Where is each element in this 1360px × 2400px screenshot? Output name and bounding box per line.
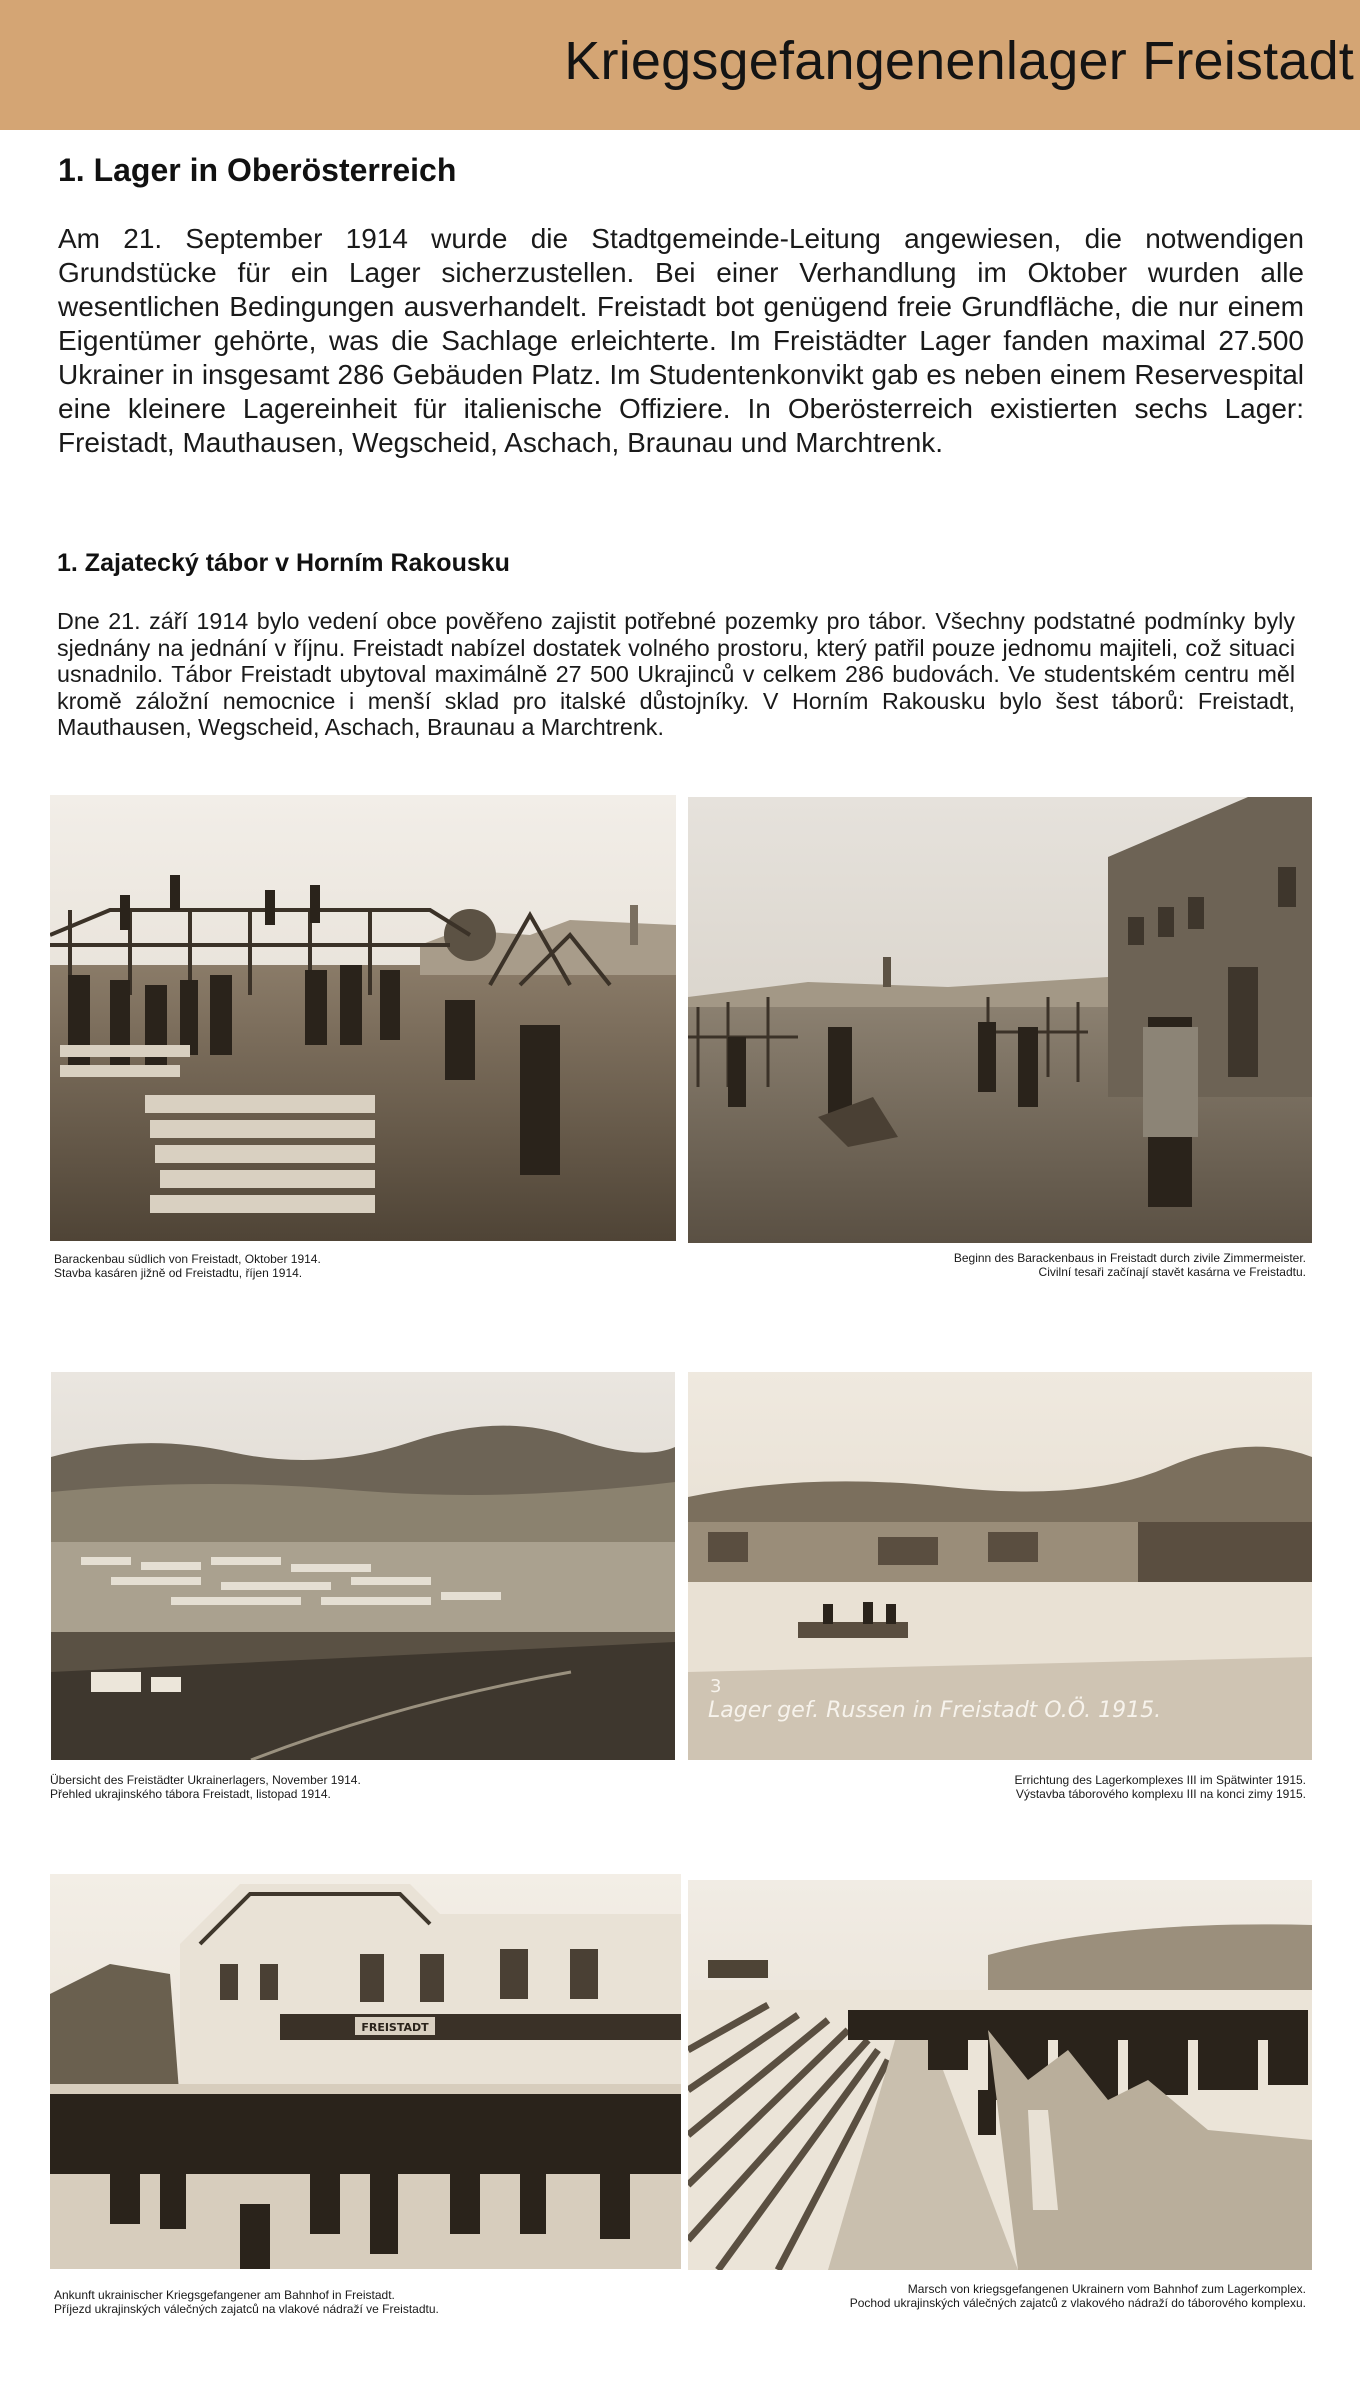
caption-czech: Stavba kasáren jižně od Freistadtu, říjen 1914.: [54, 1266, 303, 1280]
photo-caption-3: [50, 1773, 361, 1801]
page-title: Kriegsgefangenenlager Freistadt: [564, 31, 1354, 91]
photo-number: 3: [710, 1676, 722, 1697]
station-sign: FREISTADT: [361, 2021, 429, 2034]
section-body-german: Am 21. September 1914 wurde die Stadtgemeinde-Leitung angewiesen, die notwendigen Grundstücke für ein Lager sicherzustellen. Bei einer Verhandlung im Oktober wurden alle wesentlichen Bedingungen ausverhandelt. Freistadt bot genügend freie Grundfläche, die nur einem Eigentümer gehörte, was die Sachlage erleichterte. Im Freistädter Lager fanden maximal 27.500 Ukrainer in insgesamt 286 Gebäuden Platz. Im Studentenkonvikt gab es neben einem Reservespital eine kleinere Lagereinheit für italienische Offiziere. In Oberösterreich existierten sechs Lager: Freistadt, Mauthausen, Wegscheid, Aschach, Braunau und Marchtrenk.: [58, 223, 1304, 458]
caption-czech: Civilní tesaři začínají stavět kasárna ve Freistadtu.: [1038, 1265, 1306, 1279]
photo-caption-1: [54, 1252, 321, 1280]
section-heading-german: 1. Lager in Oberösterreich: [58, 152, 457, 188]
photo-carpenters-begin: [688, 797, 1312, 1243]
section-body-czech: Dne 21. září 1914 bylo vedení obce pověřeno zajistit potřebné pozemky pro tábor. Všechny podstatné podmínky byly sjednány na jednání v říjnu. Freistadt nabízel dostatek volného prostoru, který patřil pouze jednomu majiteli, což situaci usnadnilo. Tábor Freistadt ubytoval maximálně 27 500 Ukrajinců v celkem 286 budovách. Ve studentském centru měl kromě záložní nemocnice i menší sklad pro italské důstojníky. V Horním Rakousku bylo šest táborů: Freistadt, Mauthausen, Wegscheid, Aschach, Braunau a Marchtrenk.: [57, 608, 1295, 740]
caption-german: Ankunft ukrainischer Kriegsgefangener am Bahnhof in Freistadt.: [54, 2288, 395, 2302]
caption-german: Übersicht des Freistädter Ukrainerlagers, November 1914.: [50, 1773, 361, 1787]
photo-camp-overview: [51, 1372, 675, 1760]
photo-station-arrival: [50, 1874, 681, 2269]
photo-inscription: Lager gef. Russen in Freistadt O.Ö. 1915.: [708, 1698, 1162, 1723]
photo-caption-6: [850, 2282, 1306, 2310]
photo-complex-three-winter: [688, 1372, 1312, 1760]
header-banner: [0, 0, 1360, 130]
caption-german: Errichtung des Lagerkomplexes III im Spätwinter 1915.: [1014, 1773, 1306, 1787]
caption-german: Beginn des Barackenbaus in Freistadt durch zivile Zimmermeister.: [953, 1251, 1306, 1265]
photo-barrack-construction: [50, 795, 676, 1241]
photo-caption-5: [54, 2288, 439, 2316]
caption-czech: Příjezd ukrajinských válečných zajatců na vlakové nádraží ve Freistadtu.: [54, 2302, 439, 2316]
caption-czech: Výstavba táborového komplexu III na konci zimy 1915.: [1015, 1787, 1306, 1801]
photo-march-to-camp: [688, 1880, 1312, 2270]
photo-caption-2: [954, 1251, 1306, 1279]
section-czech: [57, 546, 1295, 741]
caption-german: Marsch von kriegsgefangenen Ukrainern vom Bahnhof zum Lagerkomplex.: [907, 2282, 1306, 2296]
caption-german: Barackenbau südlich von Freistadt, Oktober 1914.: [54, 1252, 321, 1266]
photo-caption-4: [1015, 1773, 1306, 1801]
caption-czech: Pochod ukrajinských válečných zajatců z vlakového nádraží do táborového komplexu.: [849, 2296, 1306, 2310]
section-german: [58, 148, 1304, 460]
section-heading-czech: 1. Zajatecký tábor v Horním Rakousku: [57, 549, 510, 577]
caption-czech: Přehled ukrajinského tábora Freistadt, listopad 1914.: [50, 1787, 331, 1801]
